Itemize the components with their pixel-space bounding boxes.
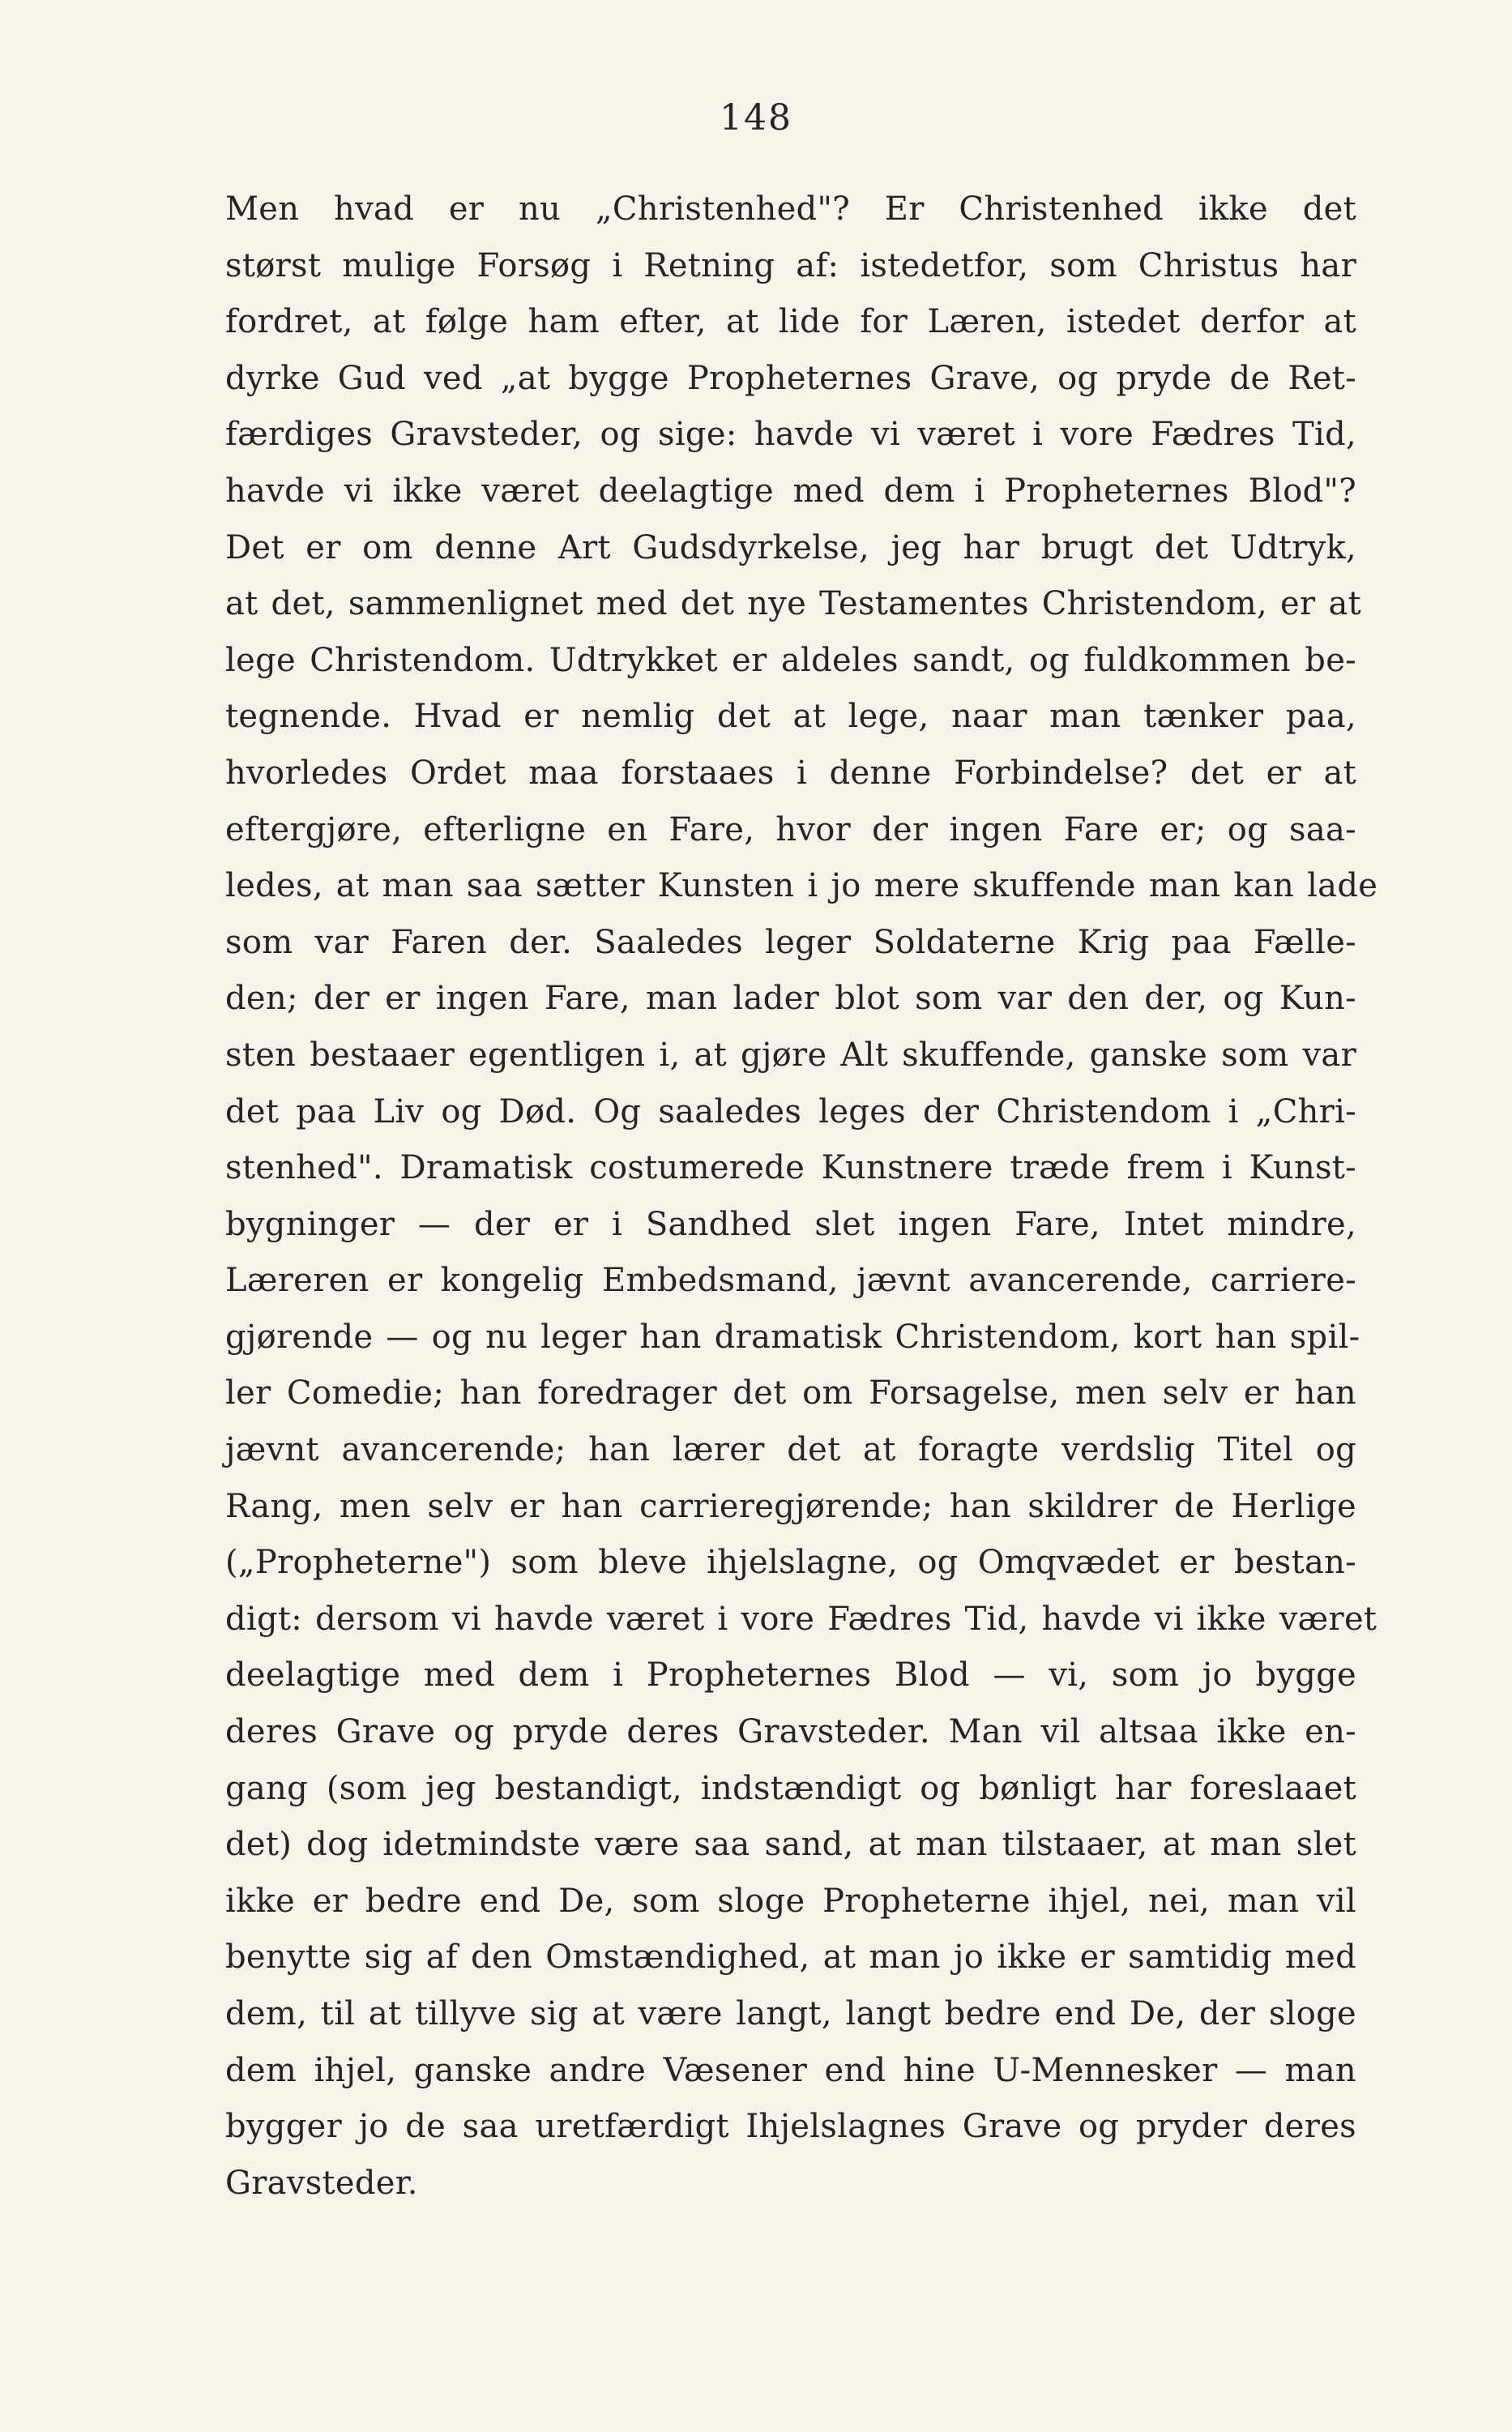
text-line: deelagtige med dem i Propheternes Blod — vi, som jo bygge: [225, 1656, 1356, 1695]
text-line: Læreren er kongelig Embedsmand, jævnt avancerende, carriere-: [225, 1262, 1356, 1300]
text-line: lege Christendom. Udtrykket er aldeles sandt, og fuldkommen be-: [225, 641, 1356, 679]
text-line: tegnende. Hvad er nemlig det at lege, naar man tænker paa,: [225, 698, 1356, 736]
text-line: dem, til at tillyve sig at være langt, langt bedre end De, der sloge: [225, 1995, 1356, 2032]
page-number: 148: [720, 97, 792, 139]
text-line: den; der er ingen Fare, man lader blot som var den der, og Kun-: [225, 980, 1356, 1018]
text-line: det paa Liv og Død. Og saaledes leges der Christendom i „Chri-: [225, 1092, 1356, 1131]
text-line: hvorledes Ordet maa forstaaes i denne Forbindelse? det er at: [225, 754, 1356, 792]
text-line: dem ihjel, ganske andre Væsener end hine U-Mennesker — man: [225, 2051, 1356, 2089]
text-line: størst mulige Forsøg i Retning af: istedetfor, som Christus har: [225, 246, 1356, 284]
text-line: det) dog idetmindste være saa sand, at man tilstaaer, at man slet: [225, 1826, 1356, 1864]
text-line: ikke er bedre end De, som sloge Propheterne ihjel, nei, man vil: [225, 1882, 1356, 1920]
body-text: [225, 182, 1378, 2212]
text-line: eftergjøre, efterligne en Fare, hvor der ingen Fare er; og saa-: [225, 810, 1356, 848]
text-line: som var Faren der. Saaledes leger Soldaterne Krig paa Fælle-: [225, 923, 1356, 961]
text-line: sten bestaaer egentligen i, at gjøre Alt skuffende, ganske som var: [225, 1036, 1356, 1074]
text-line: benytte sig af den Omstændighed, at man jo ikke er samtidig med: [225, 1938, 1356, 1977]
text-line: bygger jo de saa uretfærdigt Ihjelslagnes Grave og pryder deres: [225, 2108, 1356, 2146]
text-line: Men hvad er nu „Christenhed"? Er Christenhed ikke det: [225, 190, 1356, 228]
text-line: bygninger — der er i Sandhed slet ingen Fare, Intet mindre,: [225, 1205, 1356, 1243]
text-line: jævnt avancerende; han lærer det at foragte verdslig Titel og: [225, 1431, 1356, 1469]
text-line: fordret, at følge ham efter, at lide for Læren, istedet derfor at: [225, 303, 1356, 341]
text-line: Gravsteder.: [225, 2164, 418, 2202]
text-line: at det, sammenlignet med det nye Testamentes Christendom, er at: [225, 585, 1361, 623]
text-line: Det er om denne Art Gudsdyrkelse, jeg har brugt det Udtryk,: [225, 528, 1356, 566]
text-line: ledes, at man saa sætter Kunsten i jo mere skuffende man kan lade: [225, 867, 1378, 905]
text-line: gang (som jeg bestandigt, indstændigt og bønligt har foreslaaet: [225, 1769, 1356, 1807]
text-line: deres Grave og pryde deres Gravsteder. Man vil altsaa ikke en-: [225, 1713, 1356, 1751]
text-line: ler Comedie; han foredrager det om Forsagelse, men selv er han: [225, 1374, 1356, 1413]
text-line: færdiges Gravsteder, og sige: havde vi været i vore Fædres Tid,: [225, 416, 1356, 454]
text-line: dyrke Gud ved „at bygge Propheternes Grave, og pryde de Ret-: [225, 359, 1356, 397]
text-line: („Propheterne") som bleve ihjelslagne, og Omqvædet er bestan-: [225, 1544, 1356, 1582]
text-line: gjørende — og nu leger han dramatisk Christendom, kort han spil-: [225, 1318, 1360, 1356]
text-line: havde vi ikke været deelagtige med dem i Propheternes Blod"?: [225, 472, 1356, 510]
text-line: Rang, men selv er han carrieregjørende; han skildrer de Herlige: [225, 1487, 1356, 1525]
text-line: digt: dersom vi havde været i vore Fædres Tid, havde vi ikke været: [225, 1600, 1377, 1638]
text-line: stenhed". Dramatisk costumerede Kunstnere træde frem i Kunst-: [225, 1149, 1356, 1187]
